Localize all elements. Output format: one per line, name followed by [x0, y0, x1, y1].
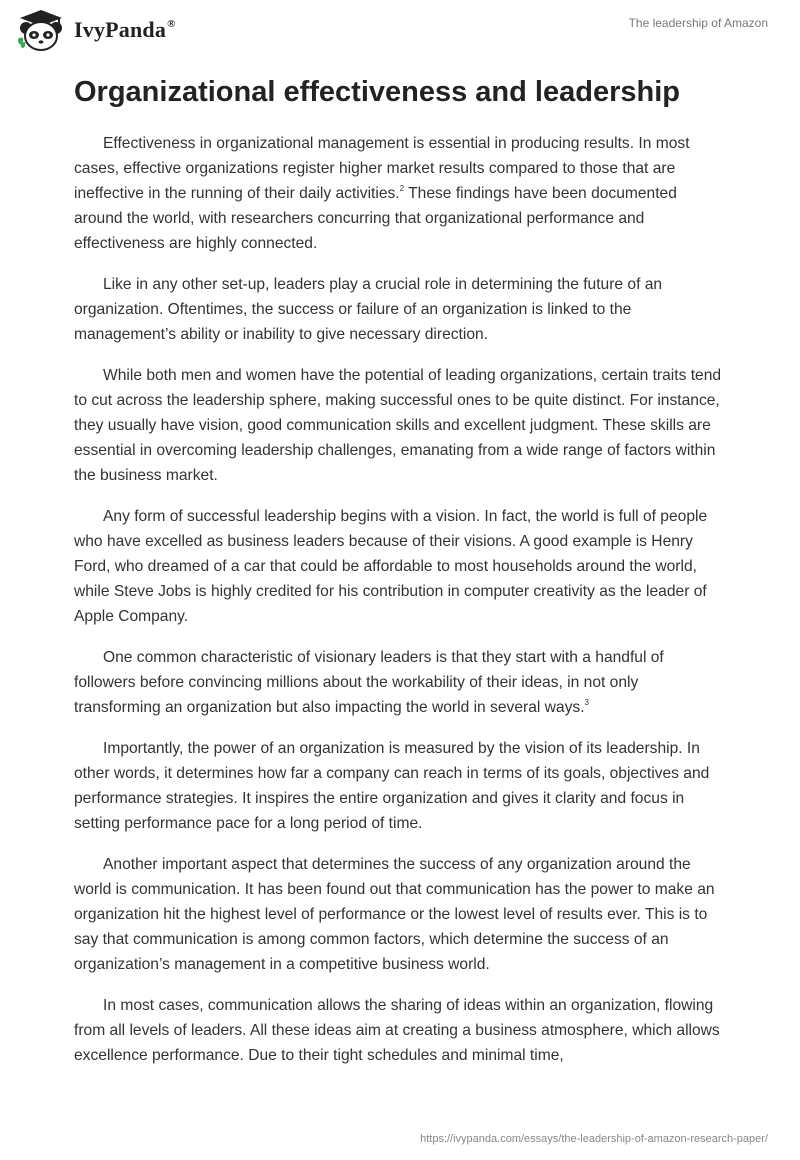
- paragraph: Effectiveness in organizational management is essential in producing results. In most cases, effective organizations register higher market results compared to those that are ineffective in the running of their daily activities.$^2$ These findings have been documented around the world, with researchers concurring that organizational performance and effectiveness are highly connected.: [74, 135, 690, 252]
- ivypanda-logo[interactable]: [14, 8, 176, 52]
- paragraph: One common characteristic of visionary leaders is that they start with a handful of followers before convincing millions about the workability of their ideas, in not only transforming an organization but also impacting the world in several ways.$^3$: [74, 649, 664, 716]
- footnote-ref[interactable]: 3: [584, 698, 589, 707]
- brand-name: IvyPanda®: [74, 17, 176, 42]
- page-title: Organizational effectiveness and leadership: [74, 76, 680, 108]
- paragraph: Importantly, the power of an organization is measured by the vision of its leadership. In other words, it determines how far a company can reach in terms of its goals, objectives and performance strategies. It inspires the entire organization and gives it clarity and focus in setting performance pace for a long period of time.: [74, 740, 710, 832]
- paragraph: Any form of successful leadership begins with a vision. In fact, the world is full of people who have excelled as business leaders because of their visions. A good example is Henry Ford, who dreamed of a car that could be affordable to most households around the world, while Steve Jobs is highly credited for his contribution in computer creativity as the leader of Apple Company.: [74, 508, 708, 625]
- source-url[interactable]: https://ivypanda.com/essays/the-leadership-of-amazon-research-paper/: [420, 1133, 768, 1145]
- document-tag: The leadership of Amazon: [628, 16, 768, 30]
- article-body: [74, 131, 724, 1084]
- page-header: [0, 0, 800, 70]
- paragraph: Like in any other set-up, leaders play a crucial role in determining the future of an organization. Oftentimes, the success or failure of an organization is linked to the management’s ability or inability to give necessary direction.: [74, 276, 663, 343]
- paragraph: In most cases, communication allows the sharing of ideas within an organization, flowing from all levels of leaders. All these ideas aim at creating a business atmosphere, which allows excellence performance. Due to their tight schedules and minimal time,: [74, 997, 720, 1064]
- footnote-ref[interactable]: 2: [399, 184, 405, 193]
- paragraph: Another important aspect that determines the success of any organization around the world is communication. It has been found out that communication has the power to make an organization hit the highest level of performance or the lowest level of results ever. This is to say that communication is among common factors, which determine the success of an organization’s management in a competitive business world.: [74, 856, 715, 973]
- paragraph: While both men and women have the potential of leading organizations, certain traits tend to cut across the leadership sphere, making successful ones to be quite distinct. For instance, they usually have vision, good communication skills and excellent judgment. These skills are essential in overcoming leadership challenges, emanating from a wide range of factors within the business market.: [74, 367, 722, 484]
- panda-graduate-icon: [14, 8, 68, 52]
